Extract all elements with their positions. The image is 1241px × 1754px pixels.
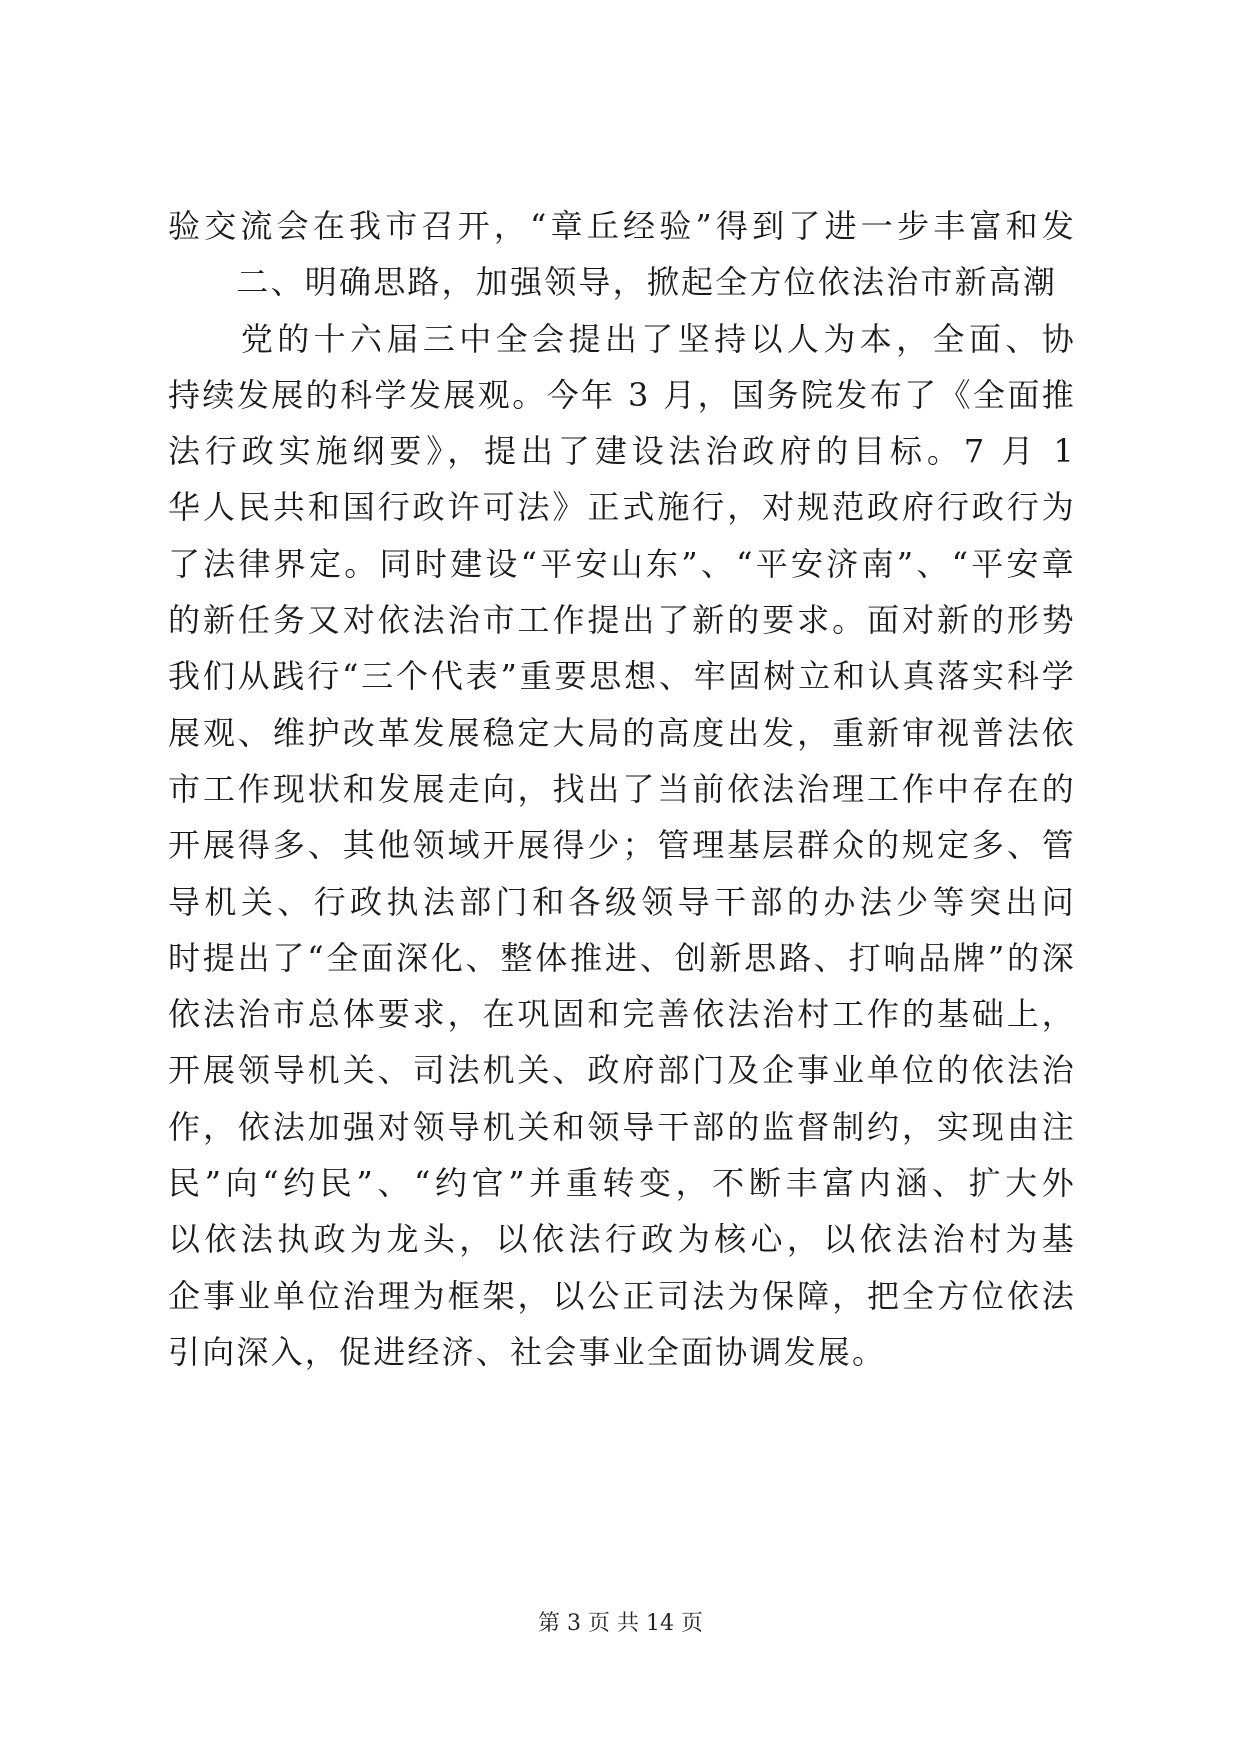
text-line: 时提出了“全面深化、整体推进、创新思路、打响品牌”的深	[168, 938, 1076, 977]
text-line: 华人民共和国行政许可法》正式施行，对规范政府行政行为	[168, 488, 1076, 527]
body-text	[168, 198, 1076, 1380]
text-line: 民”向“约民”、“约官”并重转变，不断丰富内涵、扩大外	[168, 1164, 1076, 1203]
text-line: 开展领导机关、司法机关、政府部门及企事业单位的依法治	[168, 1051, 1076, 1090]
text-line: 我们从践行“三个代表”重要思想、牢固树立和认真落实科学	[168, 657, 1076, 696]
text-line: 展观、维护改革发展稳定大局的高度出发，重新审视普法依	[168, 713, 1076, 752]
page-number-footer: 第 3 页 共 14 页	[538, 1611, 703, 1636]
text-line: 导机关、行政执法部门和各级领导干部的办法少等突出问	[168, 882, 1076, 921]
section-heading: 二、明确思路，加强领导，掀起全方位依法治市新高潮	[168, 263, 1058, 302]
text-line: 作，依法加强对领导机关和领导干部的监督制约，实现由注	[168, 1107, 1076, 1146]
text-line: 验交流会在我市召开，“章丘经验”得到了进一步丰富和发	[168, 207, 1076, 245]
text-line: 企事业单位治理为框架，以公正司法为保障，把全方位依法	[168, 1276, 1076, 1315]
text-line: 党的十六届三中全会提出了坚持以人为本，全面、协	[240, 319, 1076, 358]
text-line: 了法律界定。同时建设“平安山东”、“平安济南”、“平安章	[168, 544, 1076, 583]
text-line: 开展得多、其他领域开展得少；管理基层群众的规定多、管	[168, 826, 1076, 865]
text-line: 持续发展的科学发展观。今年 3 月，国务院发布了《全面推	[168, 375, 1076, 414]
text-line: 的新任务又对依法治市工作提出了新的要求。面对新的形势	[168, 601, 1076, 640]
text-line: 引向深入，促进经济、社会事业全面协调发展。	[168, 1332, 887, 1371]
text-line: 法行政实施纲要》，提出了建设法治政府的目标。7 月 1	[168, 432, 1076, 471]
text-line: 依法治市总体要求，在巩固和完善依法治村工作的基础上，	[168, 995, 1076, 1034]
text-line: 以依法执政为龙头，以依法行政为核心，以依法治村为基	[168, 1220, 1076, 1259]
text-line: 市工作现状和发展走向，找出了当前依法治理工作中存在的	[168, 769, 1076, 808]
